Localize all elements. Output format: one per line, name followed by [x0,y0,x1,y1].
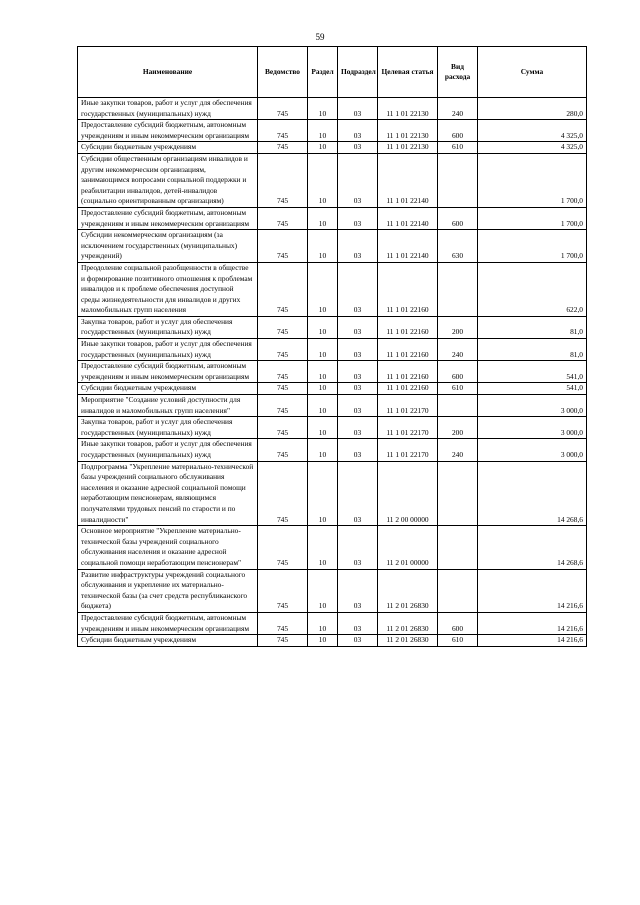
table-body [78,98,587,647]
row-vid-rashoda-cell: 630 [438,230,478,263]
row-podrazdel-cell: 03 [338,395,378,417]
table-row [78,383,587,395]
row-vedomstvo-cell: 745 [258,439,308,461]
row-vid-rashoda-cell: 240 [438,339,478,361]
row-vedomstvo-cell: 745 [258,153,308,207]
row-celevaya-statya-cell: 11 1 01 22130 [378,142,438,154]
row-summa-cell: 14 216,6 [478,612,587,634]
row-vedomstvo-cell: 745 [258,361,308,383]
header-name: Наименование [78,47,258,98]
row-razdel-cell: 10 [308,569,338,612]
row-celevaya-statya-cell: 11 1 01 22170 [378,417,438,439]
row-vid-rashoda-cell [438,569,478,612]
row-celevaya-statya-cell: 11 1 01 22160 [378,316,438,338]
table-header-row [78,47,587,98]
row-summa-cell: 4 325,0 [478,142,587,154]
row-vid-rashoda-cell: 600 [438,207,478,229]
header-vedomstvo: Ведомство [258,47,308,98]
row-vedomstvo-cell: 745 [258,461,308,526]
row-vid-rashoda-cell: 240 [438,98,478,120]
table-row [78,439,587,461]
row-podrazdel-cell: 03 [338,120,378,142]
row-vedomstvo-cell: 745 [258,395,308,417]
row-celevaya-statya-cell: 11 1 01 22130 [378,120,438,142]
row-vid-rashoda-cell: 240 [438,439,478,461]
row-podrazdel-cell: 03 [338,635,378,647]
row-razdel-cell: 10 [308,361,338,383]
header-podrazdel: Подраздел [338,47,378,98]
table-row [78,316,587,338]
row-vedomstvo-cell: 745 [258,230,308,263]
row-podrazdel-cell: 03 [338,230,378,263]
row-vid-rashoda-cell: 600 [438,120,478,142]
row-name-cell: Предоставление субсидий бюджетным, автономным учреждениям и иным некоммерческим организациям [78,361,258,383]
row-summa-cell: 3 000,0 [478,439,587,461]
header-summa: Сумма [478,47,587,98]
row-celevaya-statya-cell: 11 1 01 22160 [378,383,438,395]
header-celevaya-statya: Целевая статья [378,47,438,98]
row-vid-rashoda-cell: 610 [438,142,478,154]
row-razdel-cell: 10 [308,142,338,154]
row-podrazdel-cell: 03 [338,461,378,526]
row-podrazdel-cell: 03 [338,153,378,207]
row-vid-rashoda-cell: 600 [438,361,478,383]
row-podrazdel-cell: 03 [338,142,378,154]
row-vid-rashoda-cell: 200 [438,316,478,338]
row-razdel-cell: 10 [308,439,338,461]
row-podrazdel-cell: 03 [338,361,378,383]
row-podrazdel-cell: 03 [338,207,378,229]
table-row [78,461,587,526]
row-name-cell: Иные закупки товаров, работ и услуг для обеспечения государственных (муниципальных) нужд [78,98,258,120]
row-celevaya-statya-cell: 11 1 01 22130 [378,98,438,120]
row-podrazdel-cell: 03 [338,569,378,612]
row-celevaya-statya-cell: 11 2 01 26830 [378,612,438,634]
row-summa-cell: 1 700,0 [478,207,587,229]
row-summa-cell: 4 325,0 [478,120,587,142]
row-podrazdel-cell: 03 [338,316,378,338]
row-razdel-cell: 10 [308,526,338,569]
row-vedomstvo-cell: 745 [258,383,308,395]
row-name-cell: Развитие инфраструктуры учреждений социального обслуживания и укрепление их материально-технической базы (за счет средств республиканского бюджета) [78,569,258,612]
table-row [78,339,587,361]
table-row [78,361,587,383]
row-celevaya-statya-cell: 11 1 01 22140 [378,230,438,263]
row-celevaya-statya-cell: 11 1 01 22170 [378,439,438,461]
row-vedomstvo-cell: 745 [258,262,308,316]
table-row [78,262,587,316]
row-name-cell: Мероприятие "Создание условий доступности для инвалидов и маломобильных групп населения" [78,395,258,417]
table-row [78,98,587,120]
row-name-cell: Подпрограмма "Укрепление материально-технической базы учреждений социального обслуживания населения и оказание адресной социальной помощи неработающим пенсионерам, являющимся получателями трудовых пенсий по старости и по инвалидности" [78,461,258,526]
row-vid-rashoda-cell: 610 [438,383,478,395]
table-row [78,635,587,647]
row-name-cell: Основное мероприятие "Укрепление материально-технической базы учреждений социального обслуживания населения и оказание адресной социальной помощи неработающим пенсионерам" [78,526,258,569]
row-celevaya-statya-cell: 11 1 01 22140 [378,153,438,207]
row-summa-cell: 3 000,0 [478,395,587,417]
row-podrazdel-cell: 03 [338,439,378,461]
row-razdel-cell: 10 [308,207,338,229]
row-vid-rashoda-cell [438,153,478,207]
row-razdel-cell: 10 [308,262,338,316]
row-podrazdel-cell: 03 [338,417,378,439]
row-celevaya-statya-cell: 11 1 01 22160 [378,361,438,383]
row-vedomstvo-cell: 745 [258,339,308,361]
row-podrazdel-cell: 03 [338,262,378,316]
row-razdel-cell: 10 [308,383,338,395]
row-celevaya-statya-cell: 11 2 01 00000 [378,526,438,569]
row-summa-cell: 14 216,6 [478,635,587,647]
table-row [78,230,587,263]
table-row [78,526,587,569]
table-row [78,569,587,612]
row-razdel-cell: 10 [308,153,338,207]
row-razdel-cell: 10 [308,316,338,338]
row-razdel-cell: 10 [308,395,338,417]
row-name-cell: Предоставление субсидий бюджетным, автономным учреждениям и иным некоммерческим организациям [78,120,258,142]
row-vid-rashoda-cell: 610 [438,635,478,647]
row-vedomstvo-cell: 745 [258,417,308,439]
row-celevaya-statya-cell: 11 1 01 22160 [378,339,438,361]
row-summa-cell: 3 000,0 [478,417,587,439]
row-vedomstvo-cell: 745 [258,98,308,120]
table-row [78,142,587,154]
row-razdel-cell: 10 [308,339,338,361]
row-name-cell: Субсидии некоммерческим организациям (за исключением государственных (муниципальных) учреждений) [78,230,258,263]
row-celevaya-statya-cell: 11 2 01 26830 [378,569,438,612]
row-name-cell: Субсидии бюджетным учреждениям [78,635,258,647]
row-name-cell: Закупка товаров, работ и услуг для обеспечения государственных (муниципальных) нужд [78,417,258,439]
row-vid-rashoda-cell [438,526,478,569]
row-razdel-cell: 10 [308,461,338,526]
row-name-cell: Закупка товаров, работ и услуг для обеспечения государственных (муниципальных) нужд [78,316,258,338]
row-summa-cell: 14 268,6 [478,461,587,526]
header-razdel: Раздел [308,47,338,98]
row-razdel-cell: 10 [308,98,338,120]
row-vid-rashoda-cell: 600 [438,612,478,634]
row-vedomstvo-cell: 745 [258,142,308,154]
row-celevaya-statya-cell: 11 2 00 00000 [378,461,438,526]
table-row [78,153,587,207]
row-vid-rashoda-cell [438,262,478,316]
row-razdel-cell: 10 [308,120,338,142]
row-vid-rashoda-cell [438,461,478,526]
table-row [78,120,587,142]
row-name-cell: Иные закупки товаров, работ и услуг для обеспечения государственных (муниципальных) нужд [78,439,258,461]
row-vedomstvo-cell: 745 [258,569,308,612]
row-name-cell: Иные закупки товаров, работ и услуг для обеспечения государственных (муниципальных) нужд [78,339,258,361]
table-row [78,612,587,634]
row-vedomstvo-cell: 745 [258,635,308,647]
row-name-cell: Субсидии общественным организациям инвалидов и другим некоммерческим организациям, занимающимся вопросами социальной поддержки и реабилитации инвалидов, детей-инвалидов (социально ориентированным организациям) [78,153,258,207]
row-vedomstvo-cell: 745 [258,526,308,569]
page-number: 59 [315,32,325,42]
row-vedomstvo-cell: 745 [258,612,308,634]
header-vid-rashoda: Вид расхода [438,47,478,98]
row-podrazdel-cell: 03 [338,339,378,361]
row-vedomstvo-cell: 745 [258,316,308,338]
row-vedomstvo-cell: 745 [258,207,308,229]
row-razdel-cell: 10 [308,612,338,634]
row-razdel-cell: 10 [308,635,338,647]
row-razdel-cell: 10 [308,230,338,263]
row-name-cell: Субсидии бюджетным учреждениям [78,142,258,154]
row-summa-cell: 14 216,6 [478,569,587,612]
row-celevaya-statya-cell: 11 1 01 22160 [378,262,438,316]
row-summa-cell: 541,0 [478,383,587,395]
table-row [78,207,587,229]
row-celevaya-statya-cell: 11 1 01 22140 [378,207,438,229]
row-summa-cell: 1 700,0 [478,230,587,263]
row-podrazdel-cell: 03 [338,612,378,634]
row-vid-rashoda-cell [438,395,478,417]
budget-table [77,46,587,647]
row-summa-cell: 280,0 [478,98,587,120]
row-name-cell: Предоставление субсидий бюджетным, автономным учреждениям и иным некоммерческим организациям [78,207,258,229]
row-summa-cell: 622,0 [478,262,587,316]
row-podrazdel-cell: 03 [338,98,378,120]
row-name-cell: Преодоление социальной разобщенности в обществе и формирование позитивного отношения к проблемам инвалидов и к проблеме обеспечения доступной среды жизнедеятельности для инвалидов и других маломобильных групп населения [78,262,258,316]
row-celevaya-statya-cell: 11 2 01 26830 [378,635,438,647]
row-name-cell: Предоставление субсидий бюджетным, автономным учреждениям и иным некоммерческим организациям [78,612,258,634]
row-vid-rashoda-cell: 200 [438,417,478,439]
row-summa-cell: 14 268,6 [478,526,587,569]
row-summa-cell: 1 700,0 [478,153,587,207]
row-summa-cell: 81,0 [478,339,587,361]
table-row [78,395,587,417]
row-podrazdel-cell: 03 [338,383,378,395]
row-celevaya-statya-cell: 11 1 01 22170 [378,395,438,417]
row-summa-cell: 81,0 [478,316,587,338]
row-summa-cell: 541,0 [478,361,587,383]
row-razdel-cell: 10 [308,417,338,439]
row-name-cell: Субсидии бюджетным учреждениям [78,383,258,395]
row-podrazdel-cell: 03 [338,526,378,569]
table-row [78,417,587,439]
row-vedomstvo-cell: 745 [258,120,308,142]
